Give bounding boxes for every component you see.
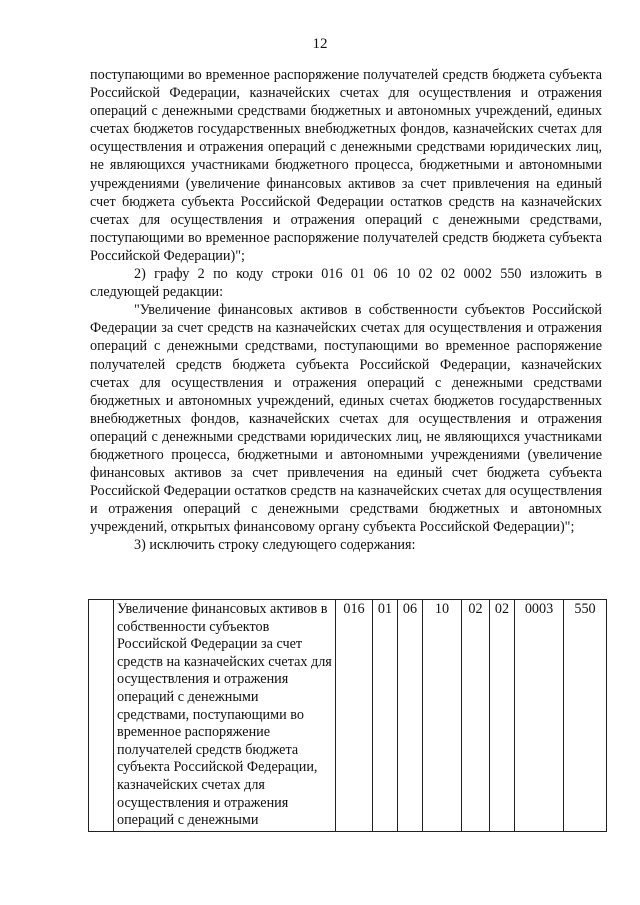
table-cell-code: 02 [490, 600, 515, 832]
paragraph-item-3: 3) исключить строку следующего содержания: [134, 537, 416, 554]
table-cell-code: 016 [336, 600, 373, 832]
paragraph-quoted-text: "Увеличение финансовых активов в собственности субъектов Российской Федерации за счет средств на казначейских счетах для осуществления и отражения операций с денежными средствами, поступающими во временное распоряжение получателей средств бюджета субъекта Российской Федерации, казначейских счетах для осуществления и отражения операций с денежными средствами бюджетных и автономных учреждений, единых счетах бюджетов государственных внебюджетных фондов, казначейских счетах для осуществления и отражения операций с денежными средствами юридических лиц, не являющихся участниками бюджетного процесса, бюджетными и автономными учреждениями (увеличение финансовых активов за счет привлечения на единый счет бюджета субъекта Российской Федерации остатков средств на казначейских счетах для осуществления и отражения операций с денежными средствами бюджетных и автономных учреждений, открытых финансовому органу субъекта Российской Федерации)"; [90, 302, 602, 536]
paragraph-continuation: поступающими во временное распоряжение получателей средств бюджета субъекта Российской Федерации, казначейских счетах для осуществления и отражения операций с денежными средствами бюджетных и автономных учреждений, единых счетах бюджетов государственных внебюджетных фондов, казначейских счетах для осуществления и отражения операций с денежными средствами юридических лиц, не являющихся участниками бюджетного процесса, бюджетными и автономными учреждениями (увеличение финансовых активов за счет привлечения на единый счет бюджета субъекта Российской Федерации остатков средств на казначейских счетах для осуществления и отражения операций с денежными средствами, поступающими во временное распоряжение получателей средств бюджета субъекта Российской Федерации)"; [90, 67, 602, 264]
table-row [89, 600, 607, 832]
table-cell-description: Увеличение финансовых активов в собственности субъектов Российской Федерации за счет средств на казначейских счетах для осуществления и отражения операций с денежными средствами, поступающими во временное распоряжение получателей средств бюджета субъекта Российской Федерации, казначейских счетах для осуществления и отражения операций с денежными [114, 600, 336, 832]
excluded-row-table [88, 599, 607, 832]
table-cell-code: 06 [398, 600, 423, 832]
table-cell-code: 10 [423, 600, 462, 832]
table-cell-code: 550 [564, 600, 607, 832]
body-text [90, 66, 602, 555]
paragraph-item-2: 2) графу 2 по коду строки 016 01 06 10 02 02 0002 550 изложить в следующей редакции: [90, 266, 602, 301]
page-number: 12 [312, 36, 328, 52]
table-cell-code: 0003 [515, 600, 564, 832]
table-cell-code: 01 [373, 600, 398, 832]
table-cell-code: 02 [462, 600, 490, 832]
table-cell-empty [89, 600, 114, 832]
